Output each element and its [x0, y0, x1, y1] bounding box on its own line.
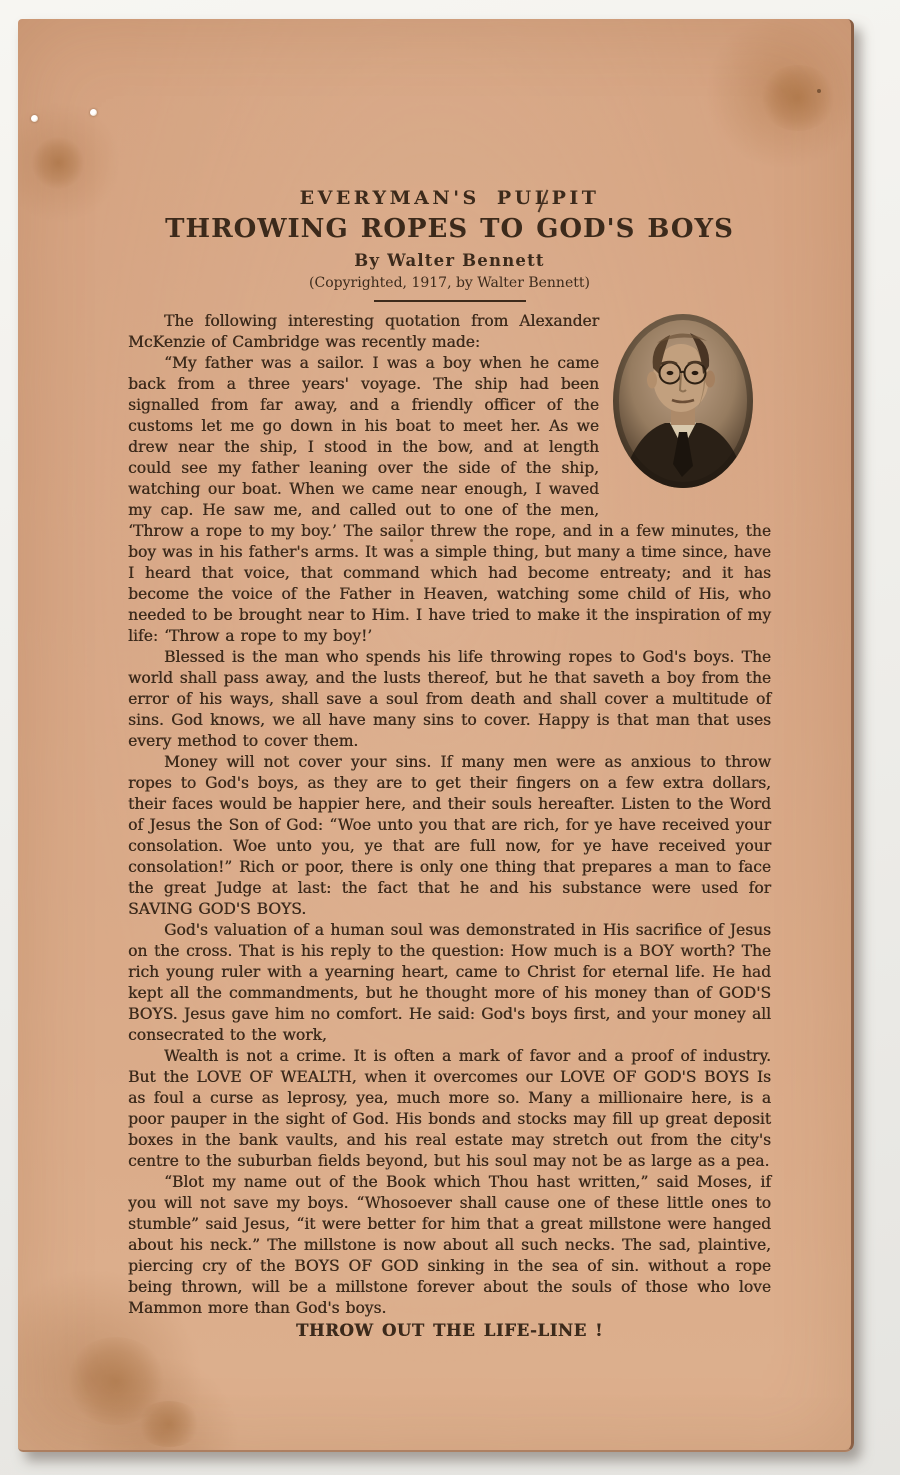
paper-page [18, 19, 854, 1452]
paragraph: God's valuation of a human soul was demonstrated in His sacrifice of Jesus on the cross. That is his reply to the question: How much is a BOY worth? The rich young ruler with a yearning heart, came to Christ for eternal life. He had kept all the commandments, but he thought more of his money than of GOD'S BOYS. Jesus gave him no comfort. He said: God's boys first, and your money all consecrated to the work, [128, 921, 771, 1044]
series-kicker: EVERYMAN'S PULPIT [299, 187, 600, 209]
article [18, 19, 851, 1341]
closing-line: THROW OUT THE LIFE-LINE ! [296, 1321, 603, 1340]
stain [136, 1401, 202, 1447]
paragraph: Money will not cover your sins. If many men were as anxious to throw ropes to God's boys, as they are to get their fingers on a few extra dollars, their faces would be happier here, and their souls hereafter. Listen to the Word of Jesus the Son of God: “Woe unto you that are rich, for ye have received your consolation. Woe unto you, ye that are full now, for ye have received your consolation!” Rich or poor, there is only one thing that prepares a man to face the great Judge at last: the fact that he and his substance were used for SAVING GOD'S BOYS. [128, 753, 771, 918]
portrait-photo [611, 314, 771, 502]
paragraph: Blessed is the man who spends his life throwing ropes to God's boys. The world shall pass away, and the lusts thereof, but he that saveth a boy from the error of his ways, shall save a soul from death and shall cover a multitude of sins. God knows, we all have many sins to cover. Happy is that man that uses every method to cover them. [128, 648, 771, 750]
byline: By Walter Bennett [354, 251, 545, 270]
paragraph: Wealth is not a crime. It is often a mark of favor and a proof of industry. But the LOVE OF WEALTH, when it overcomes our LOVE OF GOD'S BOYS Is as foul a curse as leprosy, yea, much more so. Many a millionaire here, is a poor pauper in the sight of God. His bonds and stocks may fill up great deposit boxes in the bank vaults, and his real estate may stretch out from the city's centre to the suburban fields beyond, but his soul may not be as large as a pea. [128, 1047, 771, 1170]
paragraph: “My father was a sailor. I was a boy when he came back from a three years' voyage. The ship had been signalled from far away, and a friendly officer of the customs let me go down in his boat to meet her. As we drew near the ship, I stood in the bow, and at length could see my father leaning over the side of the ship, watching our boat. When we came near enough, I waved my cap. He saw me, and called out to one of the men, ‘Throw a rope to my boy.’ The sailor threw the rope, and in a few minutes, the boy was in his father's arms. It was a simple thing, but many a time since, have I heard that voice, that command which had become entreaty; and it has become the voice of the Father in Heaven, watching some child of His, who needed to be brought near to Him. I have tried to make it the inspiration of my life: ‘Throw a rope to my boy!’ [128, 354, 771, 645]
masthead [128, 187, 771, 302]
divider-rule [374, 300, 526, 302]
copyright-line: (Copyrighted, 1917, by Walter Bennett) [309, 275, 590, 291]
paragraph: “Blot my name out of the Book which Thou hast written,” said Moses, if you will not save my boys. “Whosoever shall cause one of these little ones to stumble” said Jesus, “it were better for him that a great millstone were hanged about his neck.” The millstone is now about all such necks. The sad, plaintive, piercing cry of the BOYS OF GOD sinking in the sea of sin. without a rope being thrown, will be a millstone forever about the souls of those who love Mammon more than God's boys. [128, 1173, 771, 1317]
article-body [128, 311, 771, 1341]
man-portrait-icon [613, 314, 753, 488]
paragraph: The following interesting quotation from Alexander McKenzie of Cambridge was recently made: [128, 312, 599, 351]
page-title: THROWING ROPES TO GOD'S BOYS [165, 214, 734, 244]
